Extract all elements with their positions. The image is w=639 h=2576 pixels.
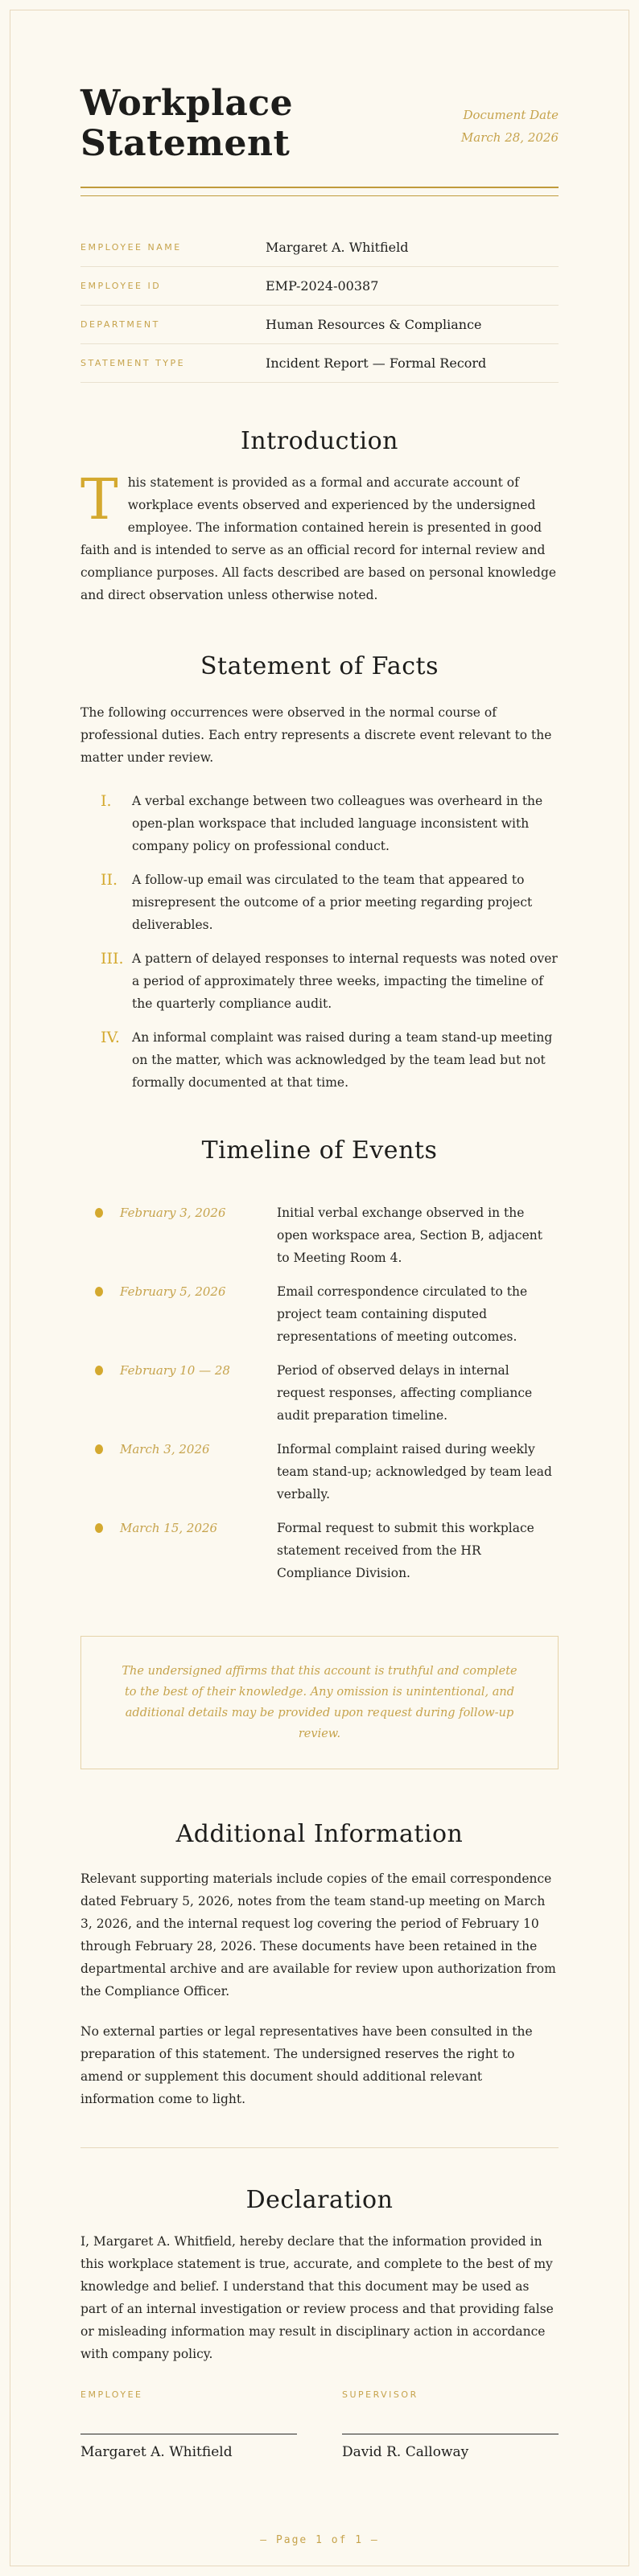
metadata-row — [80, 306, 559, 344]
fact-numeral: IV. — [101, 1029, 120, 1046]
timeline-list — [95, 1202, 559, 1584]
timeline-bullet-icon — [95, 1287, 103, 1296]
timeline-bullet-icon — [95, 1208, 103, 1218]
section-divider — [80, 2147, 559, 2148]
signature-section — [80, 2389, 559, 2460]
additional-paragraph-1: Relevant supporting materials include copies of the email correspondence dated February 5, 2026, notes from the team stand-up meeting on March 3, 2026, and the internal request log covering the period of February 10 through February 28, 2026. These documents have been retained in the departmental archive and are available for review upon authorization from the Compliance Officer. — [80, 1871, 556, 1999]
timeline-description: Informal complaint raised during weekly team stand-up; acknowledged by team lead verbally. — [277, 1442, 552, 1502]
section-heading-timeline: Timeline of Events — [201, 1136, 438, 1165]
declaration-paragraph: I, Margaret A. Whitfield, hereby declare that the information provided in this workplace statement is true, accurate, and complete to the best of my knowledge and belief. I understand that this document may be used as part of an internal investigation or review process and that providing false or misleading information may result in disciplinary action in accordance with company policy. — [80, 2234, 554, 2361]
page-footer: — Page 1 of 1 — — [260, 2534, 379, 2546]
fact-item — [101, 947, 559, 1015]
facts-intro-paragraph: The following occurrences were observed in the normal course of professional duties. Each entry represents a discrete event relevant to the matter under review. — [80, 705, 552, 765]
fact-text: A pattern of delayed responses to internal requests was noted over a period of approximately three weeks, impacting the timeline of the quarterly compliance audit. — [132, 951, 558, 1011]
timeline-bullet-icon — [95, 1444, 103, 1454]
section-heading-declaration: Declaration — [245, 2186, 394, 2214]
timeline-date: February 5, 2026 — [120, 1284, 226, 1299]
timeline-bullet-icon — [95, 1523, 103, 1533]
timeline-event — [95, 1517, 559, 1584]
document-date — [461, 99, 559, 149]
signature-block-employee — [80, 2389, 297, 2460]
document-header — [80, 84, 559, 164]
document-title-line1: Workplace — [80, 83, 294, 124]
document-date-label: Document Date — [463, 108, 559, 122]
affirmation-box — [80, 1636, 559, 1769]
timeline-description: Initial verbal exchange observed in the open workspace area, Section B, adjacent to Meeting Room 4. — [277, 1206, 542, 1265]
fact-numeral: I. — [101, 792, 112, 810]
metadata-label: DEPARTMENT — [80, 319, 160, 330]
signature-name: David R. Calloway — [342, 2444, 469, 2460]
timeline-description: Period of observed delays in internal request responses, affecting compliance audit preparation timeline. — [277, 1363, 533, 1423]
metadata-label: EMPLOYEE ID — [80, 281, 162, 291]
header-double-rule — [80, 187, 559, 196]
fact-item — [101, 869, 559, 936]
signature-label: SUPERVISOR — [342, 2389, 418, 2400]
document-title-line2: Statement — [80, 123, 291, 164]
timeline-event — [95, 1202, 559, 1269]
metadata-value: Margaret A. Whitfield — [266, 240, 409, 255]
section-heading-facts: Statement of Facts — [200, 652, 439, 680]
timeline-date: March 15, 2026 — [120, 1521, 218, 1535]
signature-column-gap — [297, 2389, 342, 2460]
intro-paragraph-text: his statement is provided as a formal and accurate account of workplace events observed and experienced by the undersigned employee. The information contained herein is presented in good faith and is intended to serve as an official record for internal review and compliance purposes. All facts described are based on personal knowledge and direct observation unless otherwise noted. — [80, 475, 557, 602]
timeline-event — [95, 1280, 559, 1348]
section-heading-introduction: Introduction — [241, 427, 398, 455]
metadata-label: EMPLOYEE NAME — [80, 242, 182, 253]
timeline-bullet-icon — [95, 1366, 103, 1375]
affirmation-text: The undersigned affirms that this account is truthful and complete to the best of their knowledge. Any omission is unintentional, and additional details may be provided upon request during follow-up review. — [122, 1665, 517, 1740]
fact-numeral: III. — [101, 950, 124, 968]
timeline-event — [95, 1438, 559, 1506]
timeline-date: March 3, 2026 — [120, 1442, 210, 1456]
metadata-row — [80, 344, 559, 383]
document-title — [80, 84, 293, 164]
metadata-row — [80, 228, 559, 267]
metadata-value: EMP-2024-00387 — [266, 278, 379, 294]
document-date-value: March 28, 2026 — [460, 130, 559, 145]
fact-item — [101, 1026, 559, 1094]
timeline-date: February 10 — 28 — [120, 1363, 230, 1378]
metadata-label: STATEMENT TYPE — [80, 358, 186, 368]
section-heading-additional: Additional Information — [175, 1820, 464, 1848]
additional-paragraph-2: No external parties or legal representatives have been consulted in the preparation of this statement. The undersigned reserves the right to amend or supplement this document should additional relevant information come to light. — [80, 2024, 533, 2106]
signature-name: Margaret A. Whitfield — [80, 2444, 233, 2460]
timeline-date: February 3, 2026 — [120, 1206, 226, 1220]
metadata-table — [80, 228, 559, 383]
fact-text: A verbal exchange between two colleagues was overheard in the open-plan workspace that included language inconsistent with company policy on professional conduct. — [132, 794, 543, 853]
facts-list — [101, 790, 559, 1094]
fact-numeral: II. — [101, 871, 118, 889]
intro-paragraph — [80, 466, 559, 606]
fact-text: An informal complaint was raised during a team stand-up meeting on the matter, which was acknowledged by the team lead but not formally documented at that time. — [132, 1030, 553, 1090]
signature-label: EMPLOYEE — [80, 2389, 143, 2400]
metadata-row — [80, 267, 559, 306]
intro-drop-cap: T — [80, 466, 118, 532]
timeline-event — [95, 1359, 559, 1427]
fact-text: A follow-up email was circulated to the team that appeared to misrepresent the outcome of a prior meeting regarding project deliverables. — [132, 873, 533, 932]
metadata-value: Incident Report — Formal Record — [266, 355, 487, 371]
timeline-description: Email correspondence circulated to the project team containing disputed representations of meeting outcomes. — [277, 1284, 528, 1344]
fact-item — [101, 790, 559, 857]
metadata-value: Human Resources & Compliance — [266, 317, 482, 332]
signature-block-supervisor — [342, 2389, 559, 2460]
timeline-description: Formal request to submit this workplace statement received from the HR Compliance Division. — [277, 1521, 534, 1580]
